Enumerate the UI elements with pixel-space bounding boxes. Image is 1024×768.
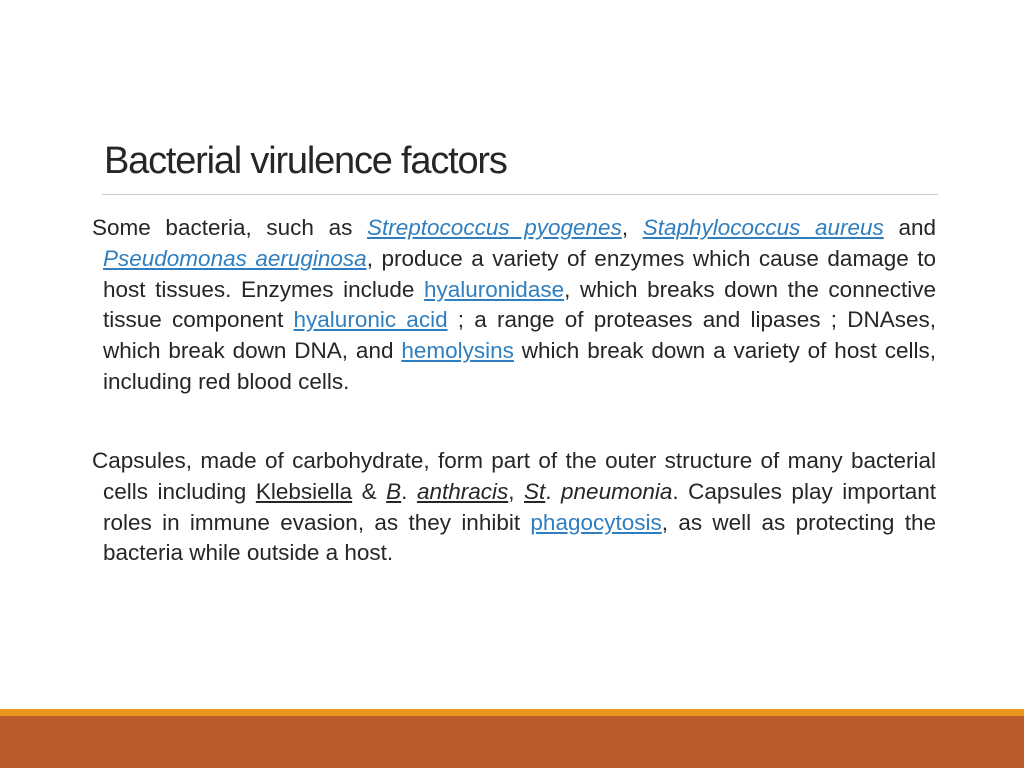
p1-text-7: which break down a variety of host cells, including red blood cells. [103,338,936,394]
link-hemolysins[interactable]: hemolysins [401,338,514,364]
title-divider [102,194,938,195]
slide-title: Bacterial virulence factors [104,140,507,182]
p1-text-1: Some bacteria, such as [92,215,368,240]
link-phagocytosis[interactable]: phagocytosis [530,509,662,535]
p2-text-1: Capsules, made of carbohydrate, form part of the outer structure of many bacterial cells including [92,448,936,504]
p2-b: B [386,478,402,504]
p2-text-5: . [545,478,562,504]
paragraph-capsules [92,446,936,569]
p1-text-5: , which breaks down the connective tissue component [103,276,937,333]
p2-text-7: , as well as protecting the bacteria while outside a host. [103,509,936,566]
footer-accent-stripe [0,709,1024,716]
link-pseudomonas-aeruginosa[interactable]: Pseudomonas aeruginosa [103,245,367,271]
p1-text-4: , produce a variety of enzymes which cause damage to host tissues. Enzymes include [103,245,936,302]
p1-text-6: ; a range of proteases and lipases ; DNAses, which break down DNA, and [103,307,936,364]
paragraph-enzymes [92,213,936,398]
p2-pneumonia: pneumonia [561,478,673,504]
p2-klebsiella: Klebsiella [255,478,353,504]
link-streptococcus-pyogenes[interactable]: Streptococcus pyogenes [367,215,622,240]
link-hyaluronic-acid[interactable]: hyaluronic acid [293,307,448,333]
footer-band [0,716,1024,768]
link-staphylococcus-aureus[interactable]: Staphylococcus aureus [642,215,884,240]
p2-st: St [524,478,546,504]
p2-text-4: , [508,478,524,504]
p2-text-2: & [352,478,387,504]
p2-text-3: . [401,478,417,504]
p1-text-3: and [883,215,936,240]
p2-text-6: . Capsules play important roles in immune evasion, as they inhibit [103,478,936,535]
link-hyaluronidase[interactable]: hyaluronidase [424,276,565,302]
p1-text-2: , [621,215,643,240]
p2-anthracis: anthracis [416,478,509,504]
